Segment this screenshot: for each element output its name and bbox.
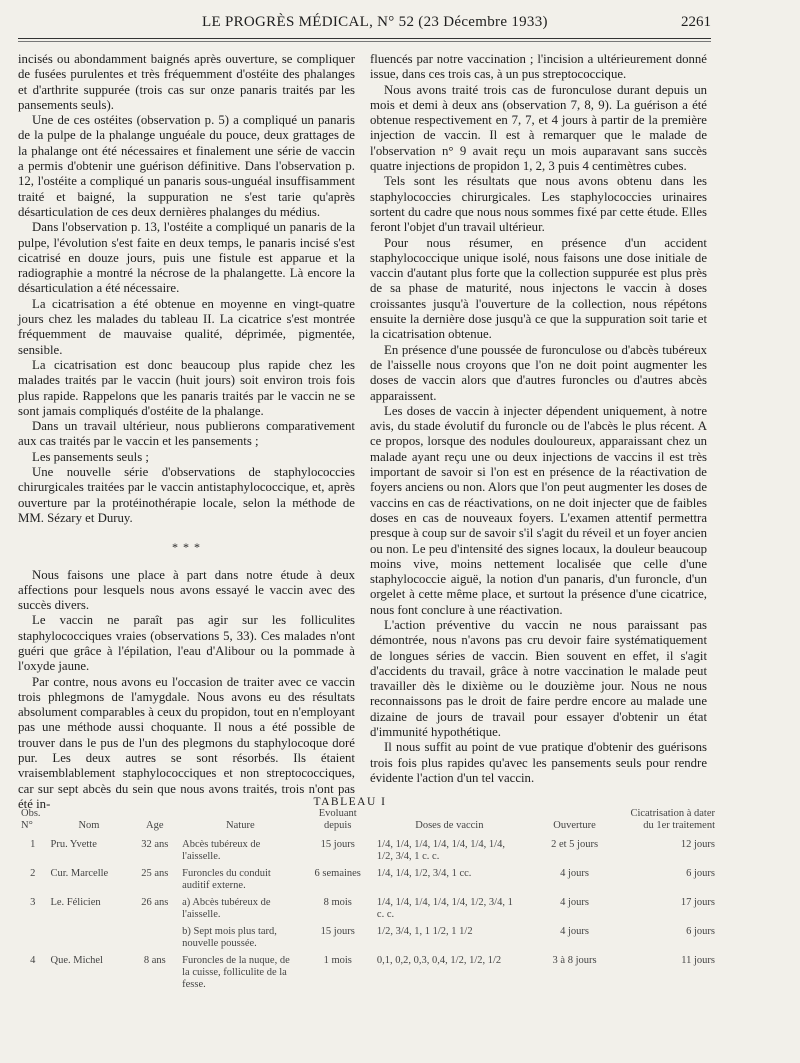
paragraph: Tels sont les résultats que nous avons obtenu dans les staphylococcies chirurgicales. Les staphylococcies urinaires sortent du cadre que nous nous sommes fixé par cette étude. Elles feront l'objet d'un travail ultérieur. [370, 174, 707, 235]
cell-ouverture: 2 et 5 jours [551, 839, 599, 850]
paragraph: En présence d'une poussée de furonculose ou d'abcès tubéreux de l'aisselle nous croyons que l'on ne doit point augmenter les doses de vaccin alors que d'autres furoncles ou d'autres abcès apparaissent. [370, 342, 707, 403]
cell-nature: b) Sept mois plus tard, nouvelle poussée. [182, 926, 277, 949]
cell-evoluant: 15 jours [320, 926, 355, 937]
header-doses: Doses de vaccin [415, 820, 484, 831]
cell-age [130, 923, 179, 952]
cell-age: 8 ans [143, 955, 166, 966]
cell-nom: Pru. Yvette [50, 839, 97, 850]
paragraph: La cicatrisation est donc beaucoup plus rapide chez les malades traités par le vaccin (huit jours) soit environ trois fois plus rapide. Rappelons que les panaris traités par le vaccin ne se sont jamais compliqués d'ostéite de la phalange. [18, 357, 355, 418]
cell-ouverture: 4 jours [560, 868, 589, 879]
cell-cicatrisation: 6 jours [686, 868, 715, 879]
cell-cicatrisation: 6 jours [686, 926, 715, 937]
page-header [18, 14, 711, 34]
header-age: Age [146, 820, 164, 831]
header-ouverture: Ouverture [553, 820, 596, 831]
cell-nature: a) Abcès tubéreux de l'aisselle. [182, 897, 271, 920]
cell-obs: 3 [30, 897, 36, 908]
table-row [18, 836, 718, 865]
paragraph: Les pansements seuls ; [32, 449, 149, 464]
cell-ouverture: 4 jours [560, 897, 589, 908]
left-column [18, 52, 355, 812]
paragraph: Nous avons traité trois cas de furonculose durant depuis un mois et demi à deux ans (observation 7, 8, 9). La guérison a été obtenue respectivement en 7, 7, et 4 jours à partir de la première injection de vaccin. Il est à remarquer que le malade de l'observation n° 9 avait reçu un mois auparavant sans succès quatre injections de propidon 1, 2, 3 puis 4 centimètres cubes. [370, 82, 707, 174]
cell-cicatrisation: 11 jours [681, 955, 715, 966]
right-column [370, 52, 707, 786]
table-row [18, 894, 718, 923]
cell-doses: 1/4, 1/4, 1/2, 3/4, 1 cc. [376, 868, 472, 879]
paragraph: Le vaccin ne paraît pas agir sur les folliculites staphylococciques vraies (observations 5, 33). Ces malades n'ont guéri que grâce à l'épilation, l'eau d'Alibour ou la pommade à l'oxyde jaune. [18, 613, 355, 674]
cell-age: 25 ans [141, 868, 169, 879]
cell-evoluant: 8 mois [323, 897, 352, 908]
header-cicatrisation: Cicatrisation à dater du 1er traitement [630, 808, 715, 831]
cell-obs: 4 [30, 955, 36, 966]
table-row [18, 923, 718, 952]
paragraph: Dans l'observation p. 13, l'ostéite a compliqué un panaris de la pulpe, l'évolution s'est faite en deux temps, le panaris incisé s'est cicatrisé en douze jours, puis une fistule est apparue et la radiographie a montré la nécrose de la phalangette. Là encore la désarticulation a été nécessaire. [18, 220, 355, 296]
paragraph: L'action préventive du vaccin ne nous paraissant pas démontrée, nous n'avons pas cru devoir faire systématiquement de longues séries de vaccin. Bien souvent en effet, il s'agit d'accidents du travail, grâce à notre vaccination le malade peut travailler dès le dixième ou le douzième jour. Nous ne nous reconnaissons pas le droit de faire perdre encore au malade une dizaine de jours de travail pour essayer d'obtenir un état d'immunité hypothétique. [370, 617, 707, 740]
cell-nature: Furoncles du conduit auditif externe. [182, 868, 271, 891]
cell-obs [18, 923, 47, 952]
paragraph: Il nous suffit au point de vue pratique d'obtenir des guérisons trois fois plus rapides qu'avec les pansements seuls pour rendre évidente l'action d'un tel vaccin. [370, 740, 707, 785]
cell-evoluant: 6 semaines [314, 868, 361, 879]
cell-nom: Cur. Marcelle [50, 868, 109, 879]
cell-cicatrisation: 12 jours [680, 839, 715, 850]
table-header-row [18, 808, 718, 836]
paragraph: incisés ou abondamment baignés après ouverture, se compliquer de fusées purulentes et très fréquemment d'ostéite des phalanges et d'arthrite suppurée (trois cas sur onze panaris traités par les pansements seuls). [18, 52, 355, 112]
cell-nom [47, 923, 130, 952]
cell-evoluant: 15 jours [320, 839, 355, 850]
paragraph: Dans un travail ultérieur, nous publierons comparativement aux cas traités par le vaccin et les pansements ; [18, 419, 355, 449]
table-row [18, 865, 718, 894]
cell-age: 26 ans [141, 897, 169, 908]
paragraph: Une nouvelle série d'observations de staphylococcies chirurgicales traitées par le vaccin antistaphylococcique, et, après ouverture par la protéinothérapie locale, selon la méthode de MM. Sézary et Duruy. [18, 465, 355, 525]
paragraph: Par contre, nous avons eu l'occasion de traiter avec ce vaccin trois phlegmons de l'amygdale. Nous avons eu des résultats absolument comparables à ceux du propidon, tout en n'employant pas une méthode aussi choquante. Il nous a été possible de trouver dans le pus de l'un des plegmons du staphylocoque doré pur. Les deux autres se sont résorbés. Ils étaient vraisemblablement staphylococciques et non streptococciques, car sur sept abcès du sein que nous avons traités, trois n'ont pas été in- [18, 674, 355, 811]
cell-doses: 1/4, 1/4, 1/4, 1/4, 1/4, 1/4, 1/4, 1/2, 3/4, 1 c. c. [376, 839, 505, 862]
paragraph: La cicatrisation a été obtenue en moyenne en vingt-quatre jours chez les malades du tableau II. La cicatrice s'est montrée fréquemment de mauvaise qualité, déprimée, pigmentée, sensible. [18, 296, 355, 357]
paragraph: Nous faisons une place à part dans notre étude à deux affections pour lesquels nous avons essayé le vaccin avec des succès divers. [18, 567, 355, 613]
cell-doses: 0,1, 0,2, 0,3, 0,4, 1/2, 1/2, 1/2 [376, 955, 502, 966]
table-row [18, 952, 718, 993]
header-rule [18, 38, 711, 39]
header-rule-secondary [18, 41, 711, 42]
cell-doses: 1/4, 1/4, 1/4, 1/4, 1/4, 1/2, 3/4, 1 c. c. [376, 897, 513, 920]
header-nom: Nom [78, 820, 100, 831]
header-evoluant: Evoluant depuis [318, 808, 357, 831]
cell-ouverture: 4 jours [560, 926, 589, 937]
paragraph: fluencés par notre vaccination ; l'incision a ultérieurement donné issue, dans ces trois cas, à un pus streptococcique. [370, 52, 707, 82]
cell-obs: 1 [30, 839, 36, 850]
cell-ouverture: 3 à 8 jours [552, 955, 597, 966]
results-table [18, 808, 718, 993]
cell-nature: Abcès tubéreux de l'aisselle. [182, 839, 261, 862]
cell-age: 32 ans [141, 839, 169, 850]
paragraph: Une de ces ostéites (observation p. 5) a compliqué un panaris de la pulpe de la phalange unguéale du pouce, deux grattages de la phalange ont été nécessaires et finalement une série de vaccin a permis d'obtenir une guérison définitive. Dans l'observation p. 12, l'ostéite a compliqué un panaris sous-unguéal insuffisamment traité et baigné, la suppuration ne s'est tarie qu'après désarticulation de ces deux dernières phalanges du médius. [18, 113, 355, 219]
paragraph: Les doses de vaccin à injecter dépendent uniquement, à notre avis, du stade évolutif du furoncle ou de l'abcès le plus récent. A ce propos, lorsque des nodules douloureux, apparaissant chez un malade ayant reçu une ou deux injections de vaccins il est très important de savoir si l'on est en présence de la réactivation de foyers anciens ou non. Alors que l'on peut augmenter les doses de vaccins en cas de réactivations, on ne doit injecter que de faibles doses en cas de nouveaux foyers. L'examen attentif permettra presque à coup sur de savoir s'il s'agit du réveil et un foyer ancien ou non. Le peu d'intensité des signes locaux, la douleur beaucoup moins vive, moins nettement localisée que celle d'une staphylococcie aiguë, la notion d'un panaris, d'un furoncle, d'un orgelet à cette même place, et surtout la présence d'une cicatrice, nous font conclure à une réactivation. [370, 403, 707, 617]
page-number: 2261 [681, 14, 711, 30]
header-nature: Nature [226, 820, 255, 831]
paragraph: Pour nous résumer, en présence d'un accident staphylococcique unique isolé, nous faisons une dose initiale de vaccin d'autant plus forte que la collection suppurée est plus près de sa phase de maturité, nous injectons le vaccin à doses croissantes jusqu'à l'ouverture de la collection, nous répétons ensuite la dernière dose jusqu'à ce que la suppuration soit tarie et la cicatrisation obtenue. [370, 235, 707, 342]
cell-doses: 1/2, 3/4, 1, 1 1/2, 1 1/2 [376, 926, 473, 937]
cell-cicatrisation: 17 jours [680, 897, 715, 908]
section-separator: * * * [172, 540, 201, 555]
cell-nom: Que. Michel [50, 955, 103, 966]
table-title: TABLEAU I [313, 796, 387, 808]
cell-nature: Furoncles de la nuque, de la cuisse, folliculite de la fesse. [182, 955, 290, 990]
header-obs: Obs. N° [21, 808, 41, 831]
cell-evoluant: 1 mois [323, 955, 352, 966]
cell-nom: Le. Félicien [50, 897, 101, 908]
cell-obs: 2 [30, 868, 36, 879]
journal-title: LE PROGRÈS MÉDICAL, N° 52 (23 Décembre 1933) [202, 14, 548, 30]
